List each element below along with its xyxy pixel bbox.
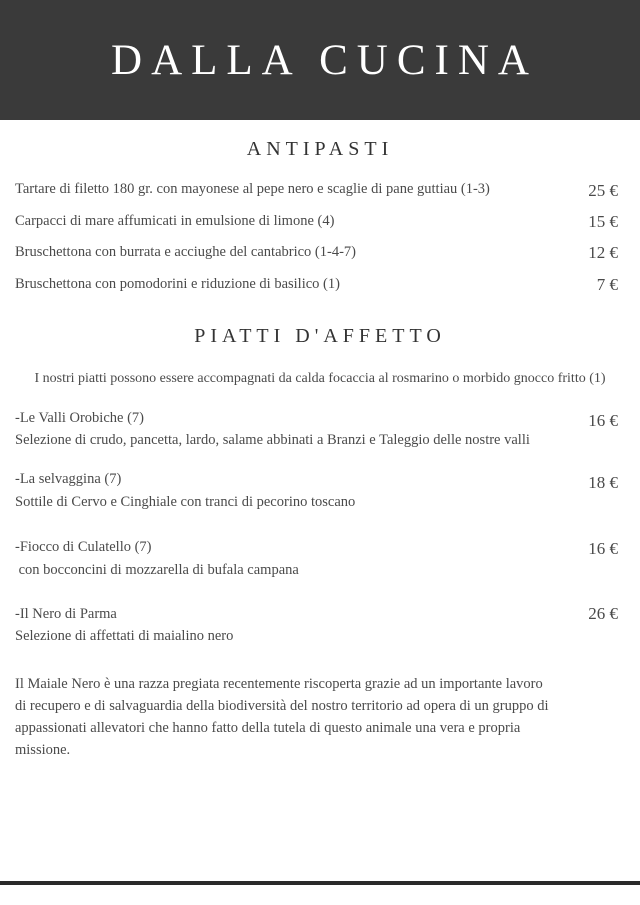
dish-description: con bocconcini di mozzarella di bufala campana xyxy=(15,562,299,578)
section-title-piatti: PIATTI D'AFFETTO xyxy=(194,325,446,347)
menu-item-name: Carpacci di mare affumicati in emulsione di limone (4) xyxy=(15,213,335,229)
menu-item-price: 25 € xyxy=(588,181,618,200)
page-title: DALLA CUCINA xyxy=(111,36,538,84)
menu-item-name: Bruschettona con pomodorini e riduzione di basilico (1) xyxy=(15,276,340,292)
menu-item-name: Bruschettona con burrata e acciughe del cantabrico (1-4-7) xyxy=(15,244,356,260)
maiale-nero-paragraph: Il Maiale Nero è una razza pregiata recentemente riscoperta grazie ad un importante lavoro di recupero e di salvaguardia della biodiversità del nostro territorio ad opera di un gruppo di appassionati allevatori che hanno fatto della tutela di questo animale una vera e propria missione. xyxy=(15,676,549,758)
dish-description: Selezione di affettati di maialino nero xyxy=(15,628,234,644)
dish-price: 16 € xyxy=(588,411,618,430)
footer-divider xyxy=(0,881,640,885)
header-banner xyxy=(0,0,640,120)
dish-name: -Fiocco di Culatello (7) xyxy=(15,539,152,555)
dish-price: 26 € xyxy=(588,604,618,623)
menu-item-price: 12 € xyxy=(588,243,618,262)
dish-price: 18 € xyxy=(588,473,618,492)
dish-description: Sottile di Cervo e Cinghiale con tranci di pecorino toscano xyxy=(15,494,356,510)
accompaniment-note: I nostri piatti possono essere accompagnati da calda focaccia al rosmarino o morbido gnocco fritto (1) xyxy=(34,371,606,386)
menu-item-name: Tartare di filetto 180 gr. con mayonese al pepe nero e scaglie di pane guttiau (1-3) xyxy=(15,181,490,197)
dish-price: 16 € xyxy=(588,539,618,558)
dish-name: -La selvaggina (7) xyxy=(15,471,122,487)
dish-name: -Il Nero di Parma xyxy=(15,606,117,622)
section-title-antipasti: ANTIPASTI xyxy=(246,138,394,160)
menu-item-price: 15 € xyxy=(588,212,618,231)
dish-name: -Le Valli Orobiche (7) xyxy=(15,410,144,426)
dish-description: Selezione di crudo, pancetta, lardo, salame abbinati a Branzi e Taleggio delle nostre valli xyxy=(15,432,530,448)
menu-item-price: 7 € xyxy=(596,275,618,294)
